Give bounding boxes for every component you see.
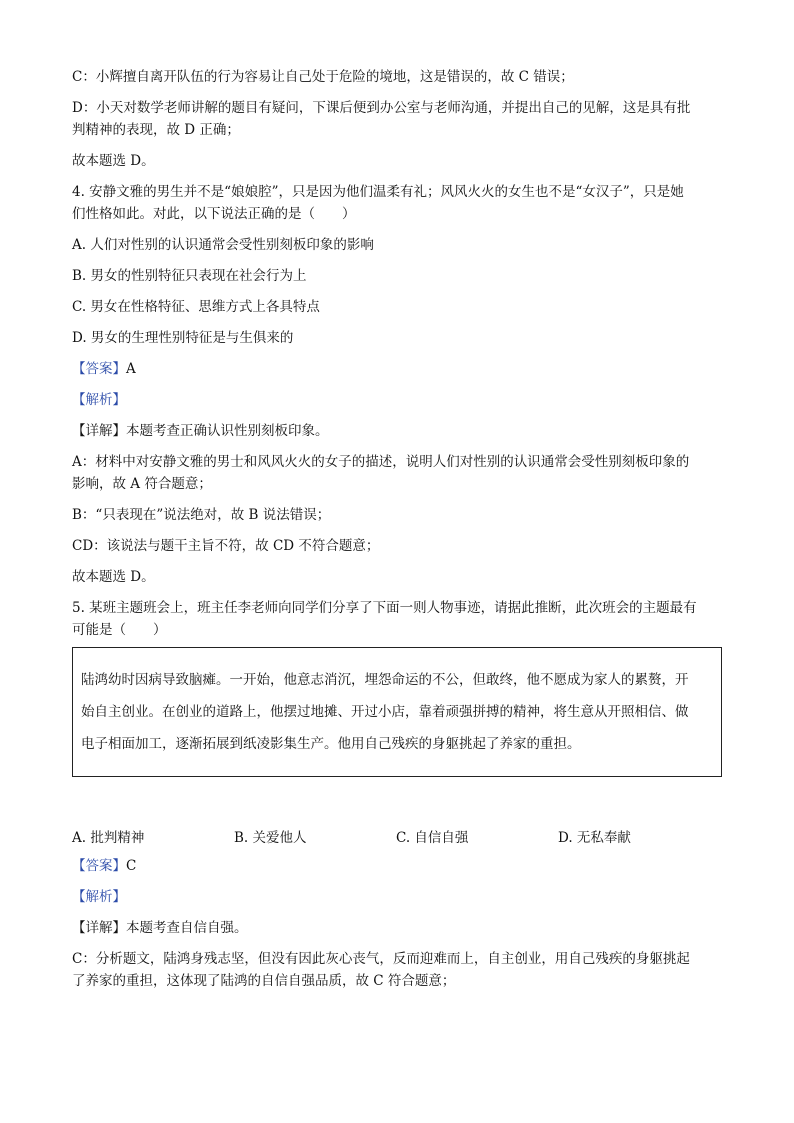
q5-options (72, 827, 724, 849)
q4-explanation-cd: CD：该说法与题干主旨不符，故 CD 不符合题意； (72, 538, 380, 554)
detail-tag: 【详解】 (72, 423, 126, 439)
q4-answer (72, 358, 724, 380)
prev-conclusion: 故本题选 D。 (72, 153, 155, 169)
q5-option-b: B. 关爱他人 (234, 830, 307, 846)
q4-conclusion: 故本题选 D。 (72, 569, 155, 585)
prev-option-c-explanation: C：小辉擅自离开队伍的行为容易让自己处于危险的境地，这是错误的，故 C 错误； (72, 69, 574, 85)
text-line: 4. 安静文雅的男生并不是“娘娘腔”，只是因为他们温柔有礼；风风火火的女生也不是“女汉子”，只是她 (72, 184, 684, 200)
detail-text: 本题考查正确认识性别刻板印象。 (126, 423, 329, 439)
analysis-tag: 【解析】 (72, 889, 126, 905)
q4-explanation-a (72, 451, 724, 495)
q4-option-b: B. 男女的性别特征只表现在社会行为上 (72, 268, 307, 284)
detail-text: 本题考查自信自强。 (126, 920, 248, 936)
text-line: 电子相面加工，逐渐拓展到纸凌影集生产。他用自己残疾的身躯挑起了养家的重担。 (81, 736, 581, 752)
answer-value: C (126, 858, 137, 874)
q5-answer (72, 855, 724, 877)
text-line: 影响，故 A 符合题意； (72, 476, 212, 492)
q4-detail (72, 420, 724, 442)
text-line: 们性格如此。对此，以下说法正确的是（ ） (72, 206, 356, 222)
prev-option-d-explanation (72, 97, 724, 141)
text-line: 陆鸿幼时因病导致脑瘫。一开始，他意志消沉，埋怨命运的不公，但敢终，他不愿成为家人的累赘，开 (81, 672, 689, 688)
text-line: D：小天对数学老师讲解的题目有疑问，下课后便到办公室与老师沟通，并提出自己的见解，这是具有批 (72, 100, 691, 116)
document-body (72, 66, 724, 1001)
q5-detail (72, 917, 724, 939)
q4-analysis-tag (72, 389, 724, 411)
question-5-stem (72, 597, 724, 641)
answer-tag: 【答案】 (72, 361, 126, 377)
text-line: 可能是（ ） (72, 622, 167, 638)
text-line: 5. 某班主题班会上，班主任李老师向同学们分享了下面一则人物事迹，请据此推断，此次班会的主题最有 (72, 600, 697, 616)
text-line: 判精神的表现，故 D 正确； (72, 122, 240, 138)
q5-option-d: D. 无私奉献 (558, 830, 631, 846)
q4-option-d: D. 男女的生理性别特征是与生俱来的 (72, 330, 294, 346)
q5-analysis-tag (72, 886, 724, 908)
q5-option-c: C. 自信自强 (396, 830, 469, 846)
q4-option-c: C. 男女在性格特征、思维方式上各具特点 (72, 299, 320, 315)
q5-material-box (72, 647, 722, 777)
text-line: A：材料中对安静文雅的男士和风风火火的女子的描述，说明人们对性别的认识通常会受性别刻板印象的 (72, 454, 690, 470)
text-line: 了养家的重担，这体现了陆鸿的自信自强品质，故 C 符合题意； (72, 973, 456, 989)
question-4-stem (72, 181, 724, 225)
analysis-tag: 【解析】 (72, 392, 126, 408)
q5-explanation-c (72, 948, 724, 992)
text-line: C：分析题文，陆鸿身残志坚，但没有因此灰心丧气，反而迎难而上，自主创业，用自己残疾的身躯挑起 (72, 951, 690, 967)
q5-option-a: A. 批判精神 (72, 830, 145, 846)
q4-explanation-b: B：“只表现在”说法绝对，故 B 说法错误； (72, 507, 331, 523)
q4-option-a: A. 人们对性别的认识通常会受性别刻板印象的影响 (72, 237, 374, 253)
text-line: 始自主创业。在创业的道路上，他摆过地摊、开过小店，靠着顽强拼搏的精神，将生意从开照相信、做 (81, 704, 689, 720)
detail-tag: 【详解】 (72, 920, 126, 936)
answer-tag: 【答案】 (72, 858, 126, 874)
answer-value: A (126, 361, 136, 377)
